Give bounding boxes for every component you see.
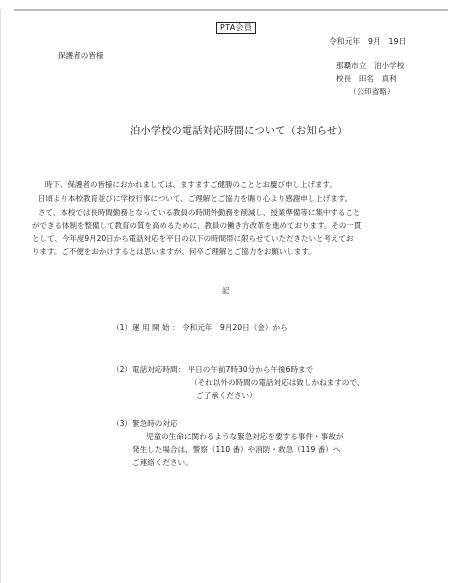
item-operation-start: （1）運 用 開 始 ： 令和元年 9月20日（金）から — [112, 323, 288, 332]
document-date: 令和元年 9月 19日 — [329, 37, 407, 46]
body-line-2: 日頃より本校教育並びに学校行事について、ご理解とご協力を賜り心より感謝申し上げます。 — [38, 194, 353, 203]
body-line-1: 時下、保護者の皆様におかれましては、ますますご健勝のこととお慶び申し上げます。 — [45, 180, 337, 189]
sender-organization: 那覇市立 泊小学校 — [336, 61, 405, 70]
scan-top-border — [14, 9, 448, 11]
item-phone-hours: （2）電話対応時間： 平日の午前7時30分から午後6時まで — [112, 365, 314, 374]
body-line-4: ができる体制を整備して教育の質を高めるために、教員の働き方改革を進めております。その一貫 — [32, 221, 362, 230]
item-emergency-line-3: ご連絡ください。 — [132, 458, 193, 467]
item-emergency-line-2: 発生した場合は、警察（110 番）や消防・救急（119 番）へ — [132, 445, 341, 454]
sender-name: 校長 田名 真利 — [336, 74, 397, 83]
addressee: 保護者の皆様 — [58, 51, 104, 60]
item-emergency-line-1: 児童の生命に関わるような緊急対応を要する事件・事故が — [146, 432, 344, 441]
scan-left-border — [0, 9, 1, 583]
body-line-5: として、今年度9月20日から電話対応を平日の以下の時間帯に限らせていただきたいと考えてお — [32, 234, 354, 243]
body-line-6: ります。ご不便をおかけするとは思いますが、何卒ご理解とご協力をお願いします。 — [32, 247, 316, 256]
body-line-3: さて、本校では長時間勤務となっている教員の時間外勤務を削減し、授業準備等に集中すること — [38, 208, 361, 217]
document-title: 泊小学校の電話対応時間について（お知らせ） — [130, 126, 348, 137]
item-phone-hours-note-2: ご了承ください） — [196, 391, 257, 400]
seal-omitted-note: （公印省略） — [349, 87, 395, 96]
pta-label-box: PTA会員 — [216, 22, 256, 34]
ki-heading: 記 — [222, 286, 230, 295]
item-emergency-heading: （3）緊急時の対応 — [112, 419, 178, 428]
item-phone-hours-note-1: （それ以外の時間の電話対応は致しかねますので、 — [190, 378, 365, 387]
